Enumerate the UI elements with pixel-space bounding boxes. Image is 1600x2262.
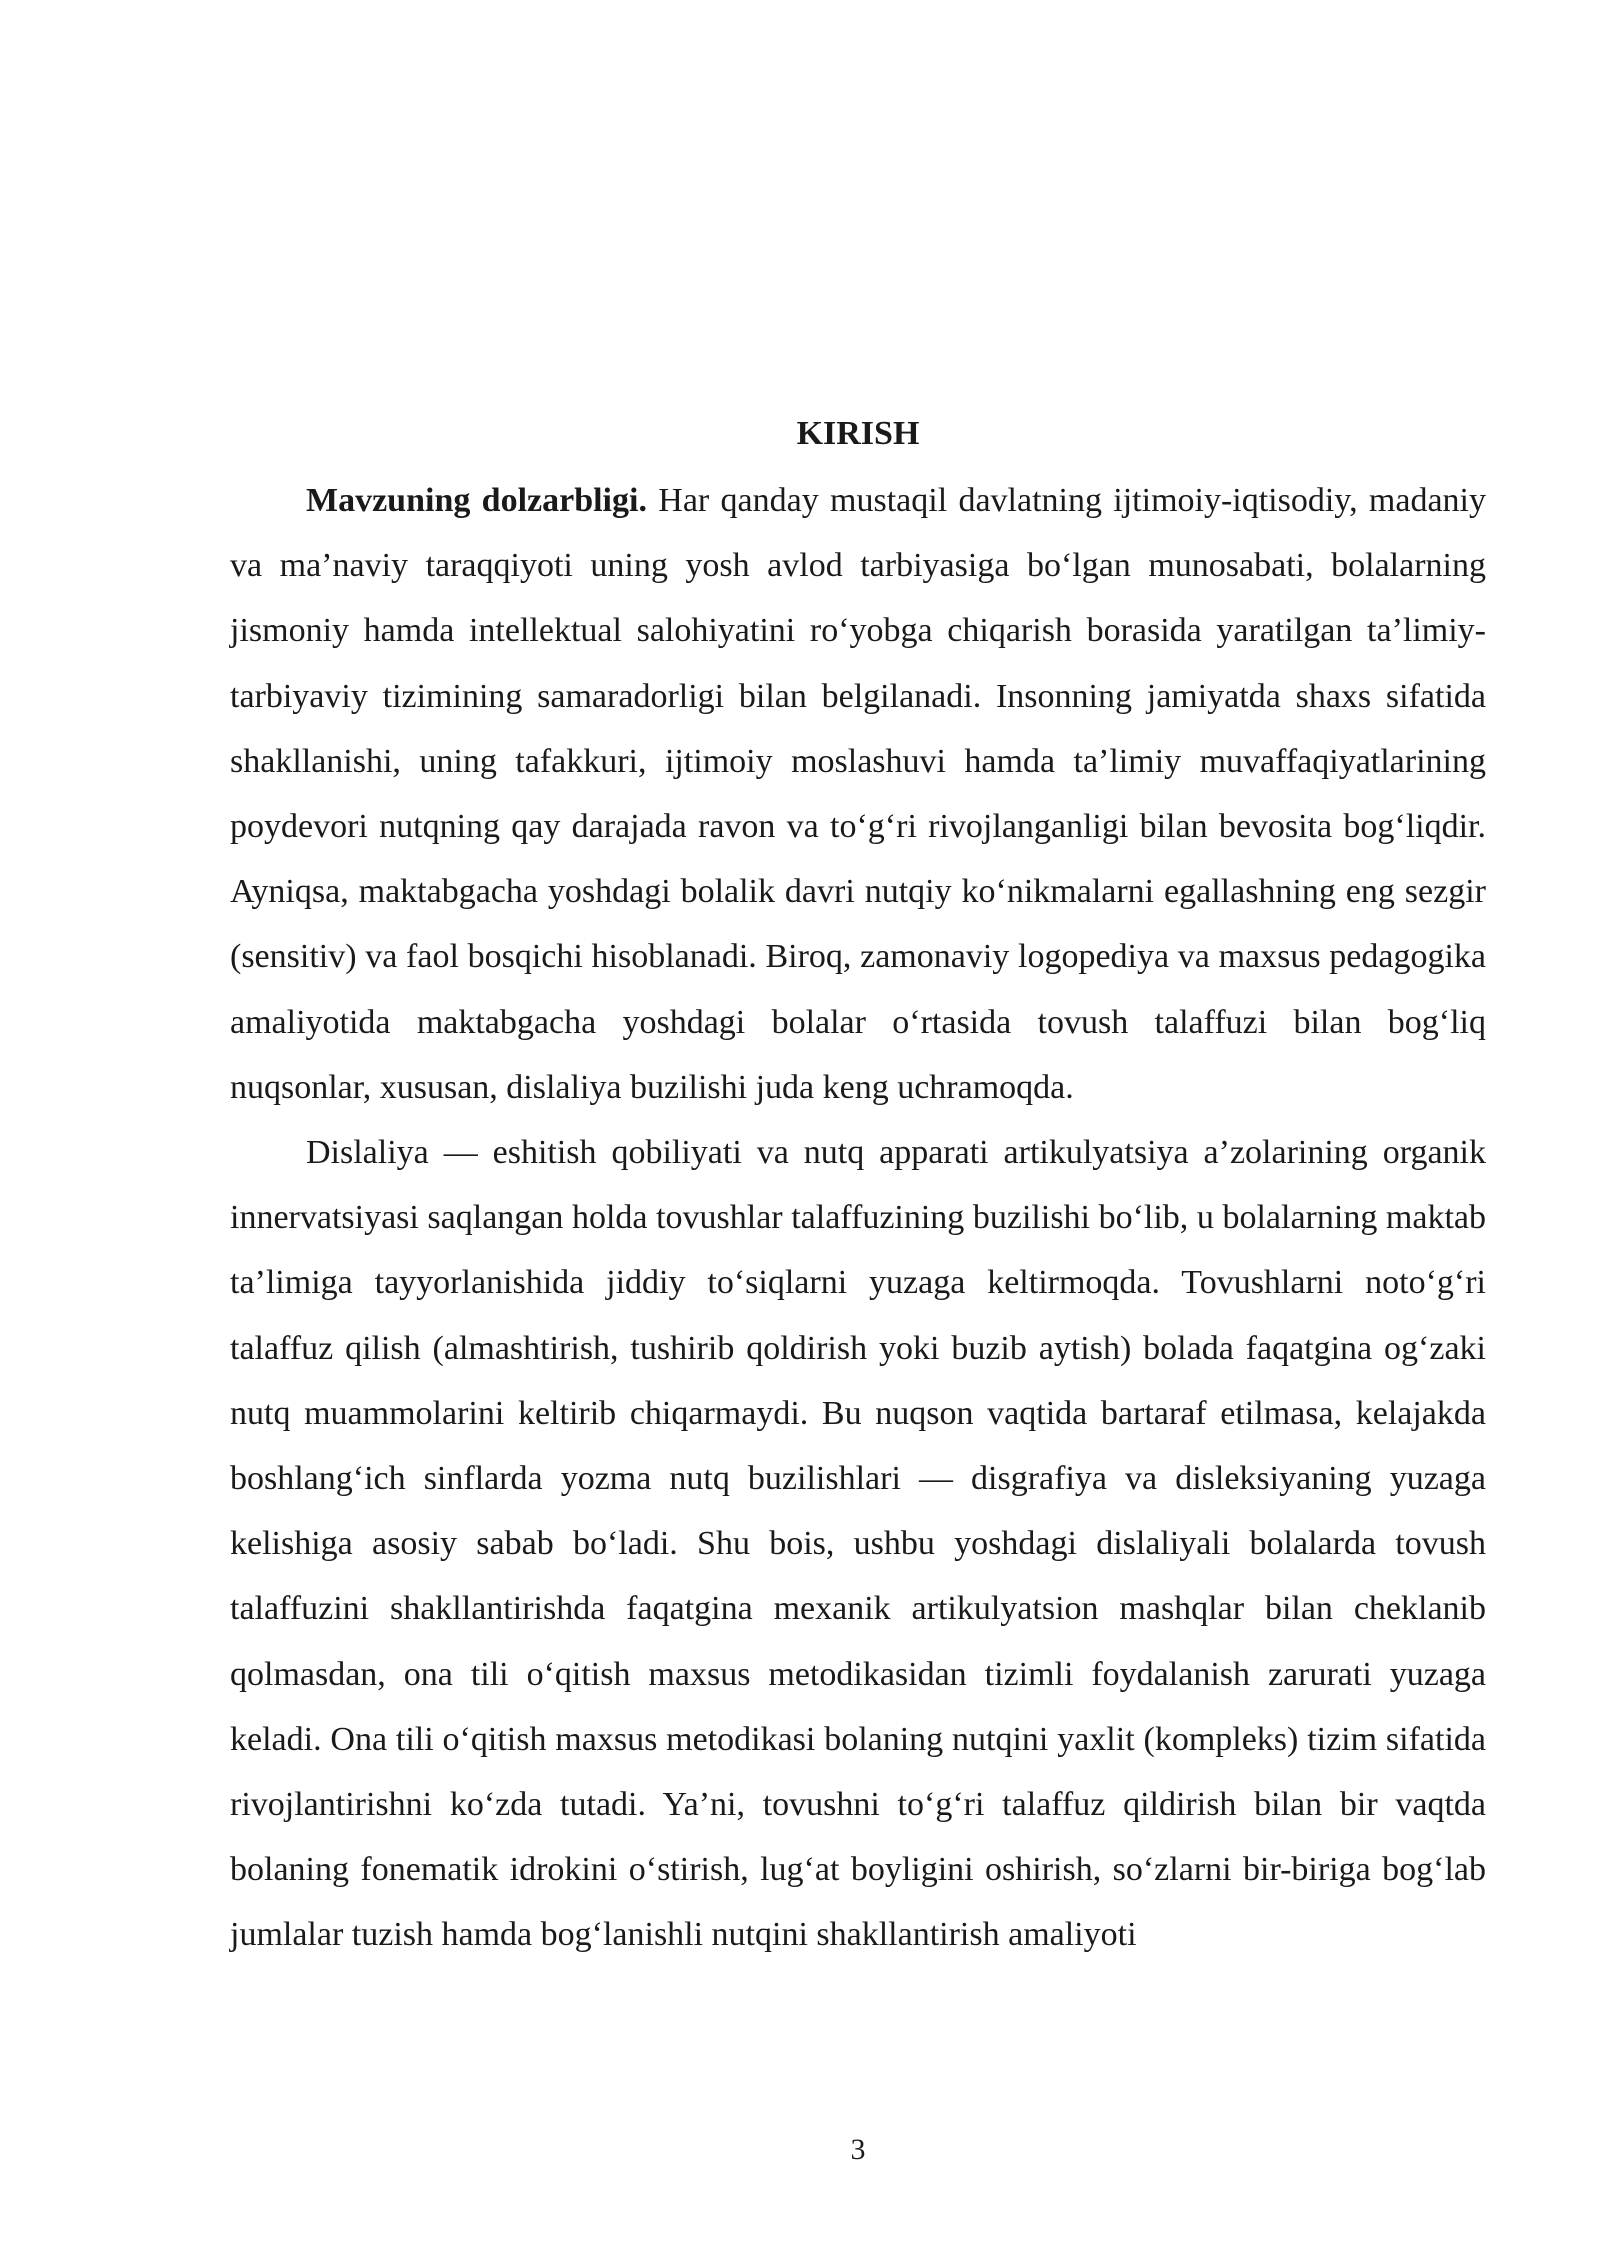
- document-page: [230, 410, 1486, 1968]
- paragraph-dyslalia: Dislaliya — eshitish qobiliyati va nutq apparati artikulyatsiya a’zolarining organik innervatsiyasi saqlangan holda tovushlar talaffuzining buzilishi bo‘lib, u bolalarning maktab ta’limiga tayyorlanishida jiddiy to‘siqlarni yuzaga keltirmoqda. Tovushlarni noto‘g‘ri talaffuz qilish (almashtirish, tushirib qoldirish yoki buzib aytish) bolada faqatgina og‘zaki nutq muammolarini keltirib chiqarmaydi. Bu nuqson vaqtida bartaraf etilmasa, kelajakda boshlang‘ich sinflarda yozma nutq buzilishlari — disgrafiya va disleksiyaning yuzaga kelishiga asosiy sabab bo‘ladi. Shu bois, ushbu yoshdagi dislaliyali bolalarda tovush talaffuzini shakllantirishda faqatgina mexanik artikulyatsion mashqlar bilan cheklanib qolmasdan, ona tili o‘qitish maxsus metodikasidan tizimli foydalanish zarurati yuzaga keladi. Ona tili o‘qitish maxsus metodikasi bolaning nutqini yaxlit (kompleks) tizim sifatida rivojlantirishni ko‘zda tutadi. Ya’ni, tovushni to‘g‘ri talaffuz qildirish bilan bir vaqtda bolaning fonematik idrokini o‘stirish, lug‘at boyligini oshirish, so‘zlarni bir-biriga bog‘lab jumlalar tuzish hamda bog‘lanishli nutqini shakllantirish amaliyoti: [230, 1134, 1486, 1954]
- paragraph-lead: Mavzuning dolzarbligi.: [306, 482, 647, 519]
- paragraph-text: Har qanday mustaqil davlatning ijtimoiy-iqtisodiy, madaniy va ma’naviy taraqqiyoti uning yosh avlod tarbiyasiga bo‘lgan munosabati, bolalarning jismoniy hamda intellektual salohiyatini ro‘yobga chiqarish borasida yaratilgan ta’limiy-tarbiyaviy tizimining samaradorligi bilan belgilanadi. Insonning jamiyatda shaxs sifatida shakllanishi, uning tafakkuri, ijtimoiy moslashuvi hamda ta’limiy muvaffaqiyatlarining poydevori nutqning qay darajada ravon va to‘g‘ri rivojlanganligi bilan bevosita bog‘liqdir. Ayniqsa, maktabgacha yoshdagi bolalik davri nutqiy ko‘nikmalarni egallashning eng sezgir (sensitiv) va faol bosqichi hisoblanadi. Biroq, zamonaviy logopediya va maxsus pedagogika amaliyotida maktabgacha yoshdagi bolalar o‘rtasida tovush talaffuzi bilan bog‘liq nuqsonlar, xususan, dislaliya buzilishi juda keng uchramoqda.: [230, 482, 1486, 1106]
- paragraph-relevance: [230, 468, 1486, 1120]
- page-number: 3: [850, 2133, 866, 2166]
- section-heading: KIRISH: [796, 415, 920, 452]
